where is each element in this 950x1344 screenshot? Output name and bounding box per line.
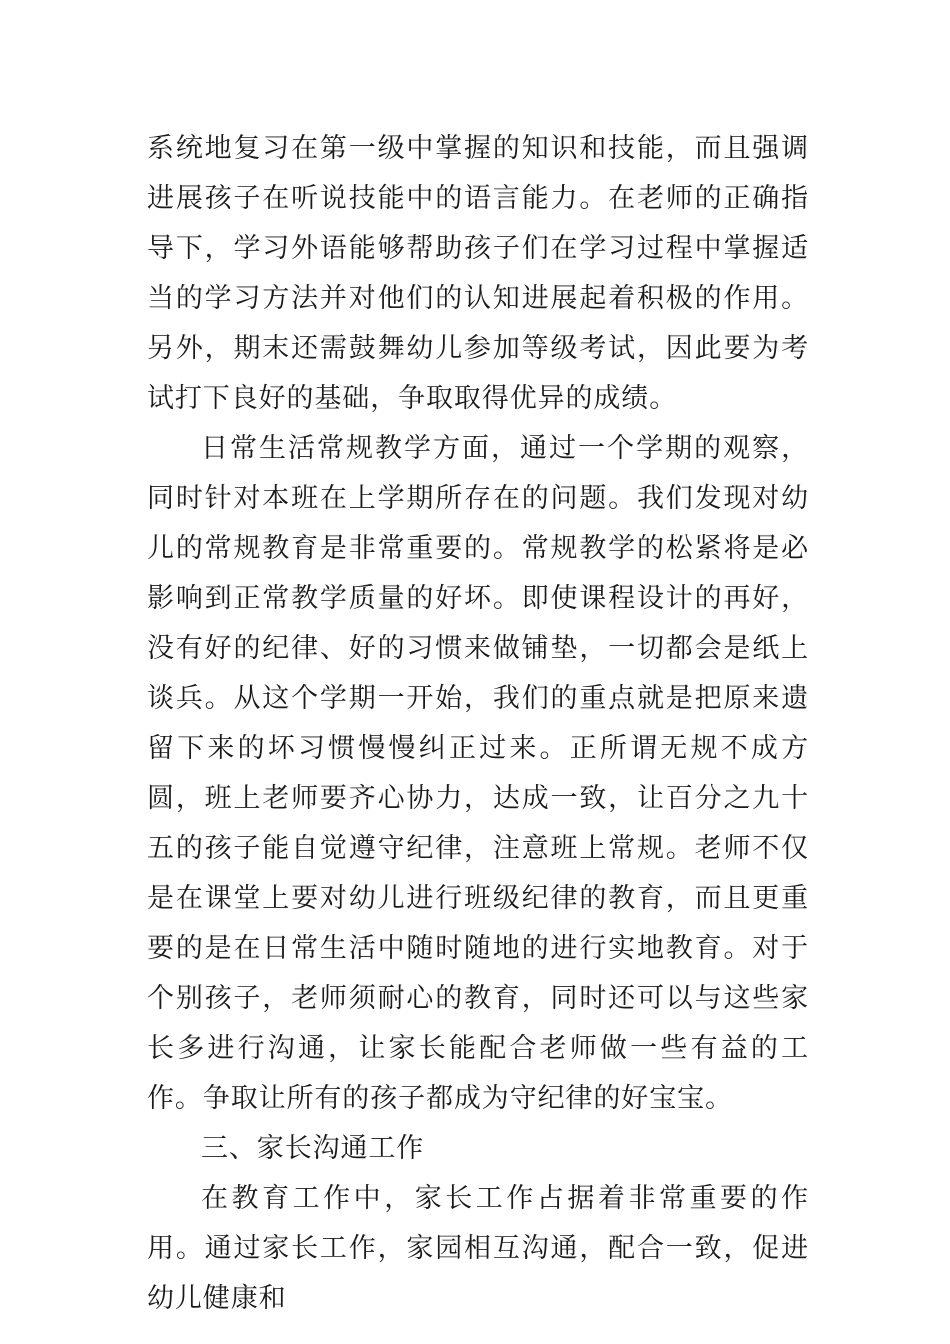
document-body — [147, 124, 809, 1324]
paragraph-routine-teaching: 日常生活常规教学方面，通过一个学期的观察，同时针对本班在上学期所存在的问题。我们发现对幼儿的常规教育是非常重要的。常规教学的松紧将是必影响到正常教学质量的好坏。即使课程设计的再好，没有好的纪律、好的习惯来做铺垫，一切都会是纸上谈兵。从这个学期一开始，我们的重点就是把原来遗留下来的坏习惯慢慢纠正过来。正所谓无规不成方圆，班上老师要齐心协力，达成一致，让百分之九十五的孩子能自觉遵守纪律，注意班上常规。老师不仅是在课堂上要对幼儿进行班级纪律的教育，而且更重要的是在日常生活中随时随地的进行实地教育。对于个别孩子，老师须耐心的教育，同时还可以与这些家长多进行沟通，让家长能配合老师做一些有益的工作。争取让所有的孩子都成为守纪律的好宝宝。 — [147, 433, 809, 1114]
paragraph-continuation: 系统地复习在第一级中掌握的知识和技能，而且强调进展孩子在听说技能中的语言能力。在老师的正确指导下，学习外语能够帮助孩子们在学习过程中掌握适当的学习方法并对他们的认知进展起着积极的作用。另外，期末还需鼓舞幼儿参加等级考试，因此要为考试打下良好的基础，争取取得优异的成绩。 — [147, 133, 809, 414]
section-heading-parent-communication: 三、家长沟通工作 — [201, 1133, 425, 1164]
paragraph-parent-work: 在教育工作中，家长工作占据着非常重要的作用。通过家长工作，家园相互沟通，配合一致，促进幼儿健康和 — [147, 1183, 809, 1314]
